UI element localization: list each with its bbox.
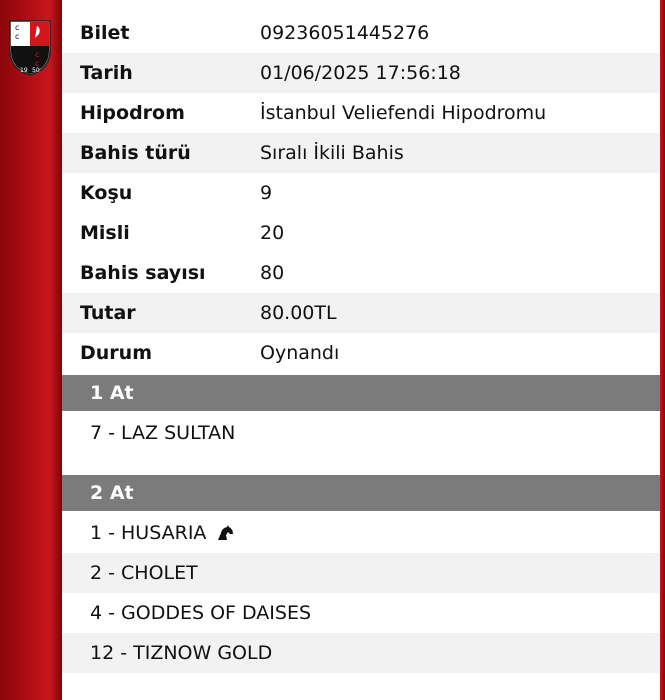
horse-item[interactable] — [62, 633, 660, 673]
row-value: Sıralı İkili Bahis — [260, 142, 404, 164]
leg-header-2 — [62, 475, 660, 511]
horse-item[interactable] — [62, 553, 660, 593]
row-label: Durum — [80, 342, 152, 364]
row-label: Bahis türü — [80, 142, 191, 164]
horse-name: 7 - LAZ SULTAN — [90, 422, 236, 444]
leg-header-1 — [62, 375, 660, 411]
row-value: 9 — [260, 182, 273, 204]
horse-item[interactable] — [62, 413, 660, 453]
horse-name: 4 - GODDES OF DAISES — [90, 602, 312, 624]
ticket-row-bahis-sayisi — [62, 253, 660, 293]
horse-item[interactable] — [62, 593, 660, 633]
row-value: 80 — [260, 262, 285, 284]
row-value: 09236051445276 — [260, 22, 430, 44]
leg-title: 1 At — [90, 382, 134, 404]
ticket-row-bahis-turu — [62, 133, 660, 173]
right-edge — [660, 0, 665, 700]
horse-head-icon — [216, 525, 234, 541]
ticket-row-tarih — [62, 53, 660, 93]
svg-text:c: c — [35, 59, 40, 68]
club-logo-icon — [6, 17, 54, 77]
horse-name: 2 - CHOLET — [90, 562, 198, 584]
row-label: Bahis sayısı — [80, 262, 206, 284]
sidebar — [0, 0, 62, 700]
row-value: Oynandı — [260, 342, 340, 364]
svg-text:c: c — [15, 23, 20, 32]
svg-text:19: 19 — [20, 67, 28, 74]
ticket-row-hipodrom — [62, 93, 660, 133]
row-value: 20 — [260, 222, 285, 244]
row-label: Koşu — [80, 182, 133, 204]
horse-item[interactable] — [62, 513, 660, 553]
svg-text:50: 50 — [32, 67, 40, 74]
ticket-row-bilet — [62, 13, 660, 53]
ticket-row-misli — [62, 213, 660, 253]
ticket-row-kosu — [62, 173, 660, 213]
row-label: Tutar — [80, 302, 136, 324]
ticket-detail-panel — [62, 0, 660, 700]
row-label: Misli — [80, 222, 130, 244]
ticket-row-tutar — [62, 293, 660, 333]
row-value: İstanbul Veliefendi Hipodromu — [260, 102, 547, 124]
leg-title: 2 At — [90, 482, 134, 504]
horse-name: 1 - HUSARIA — [90, 522, 207, 544]
row-label: Bilet — [80, 22, 130, 44]
svg-text:c: c — [15, 32, 20, 41]
svg-text:c: c — [35, 50, 40, 59]
row-label: Hipodrom — [80, 102, 185, 124]
row-value: 01/06/2025 17:56:18 — [260, 62, 461, 84]
ticket-row-durum — [62, 333, 660, 373]
row-label: Tarih — [80, 62, 133, 84]
horse-name: 12 - TIZNOW GOLD — [90, 642, 273, 664]
row-value: 80.00TL — [260, 302, 337, 324]
